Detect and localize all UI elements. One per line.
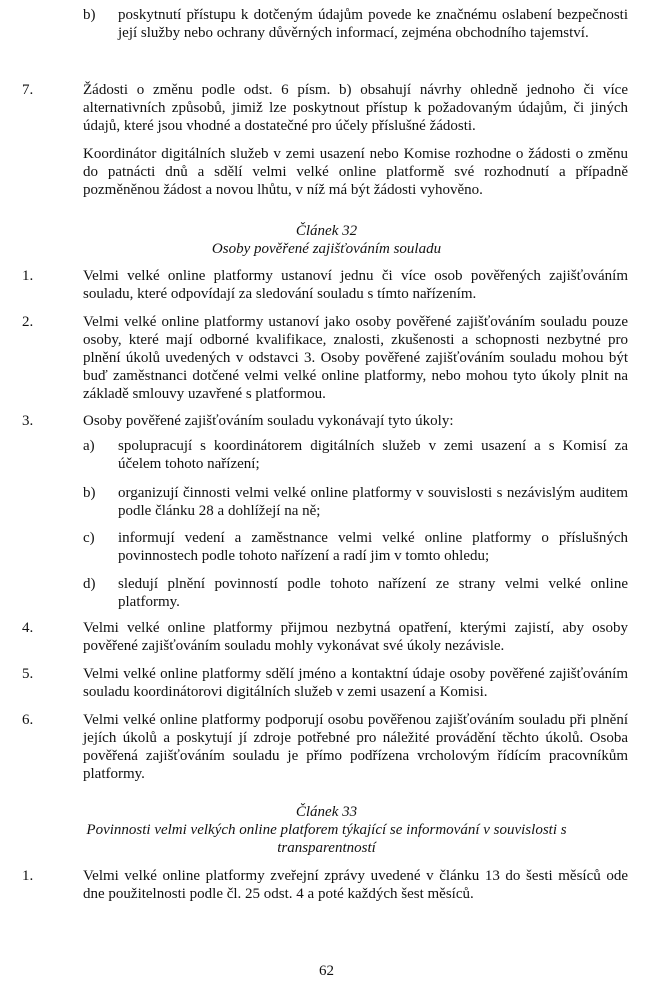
paragraph-text: Velmi velké online platformy podporují osobu pověřenou zajišťováním souladu při plnění jejích úkolů a poskytují jí zdroje potřebné pro náležité provádění těchto úkolů. Osoba pověřená zajišťováním souladu je přímo podřízena vrcholovým řídícím pracovníkům platformy. [83, 712, 628, 782]
numbered-paragraph [22, 619, 628, 655]
paragraph-number: 4. [22, 620, 34, 636]
item-text: organizují činnosti velmi velké online platformy v souvislosti s nezávislým auditem podle článku 28 a dohlížejí na ně; [118, 485, 628, 519]
numbered-paragraph [22, 711, 628, 783]
numbered-paragraph [22, 81, 628, 135]
paragraph-text: Velmi velké online platformy sdělí jméno a kontaktní údaje osoby pověřené zajišťováním souladu koordinátorovi digitálních služeb v zemi usazení a Komisi. [83, 666, 628, 700]
page-number: 62 [319, 963, 334, 979]
paragraph-number: 6. [22, 712, 34, 728]
item-marker: b) [83, 7, 96, 23]
paragraph-number: 1. [22, 268, 34, 284]
paragraph-text: Velmi velké online platformy zveřejní zprávy uvedené v článku 13 do šesti měsíců ode dne použitelnosti podle čl. 25 odst. 4 a poté každých šest měsíců. [83, 868, 628, 902]
paragraph-number: 7. [22, 82, 34, 98]
paragraph-text: Velmi velké online platformy ustanoví jednu či více osob pověřených zajišťováním souladu, které odpovídají za sledování souladu s tímto nařízením. [83, 268, 628, 302]
item-text: informují vedení a zaměstnance velmi velké online platformy o příslušných povinnostech podle tohoto nařízení a radí jim v tomto ohledu; [118, 530, 628, 564]
article-subtitle: Osoby pověřené zajišťováním souladu [211, 241, 442, 257]
item-marker: a) [83, 438, 95, 454]
list-item [83, 575, 628, 611]
list-item [83, 6, 628, 42]
paragraph-continuation [83, 145, 628, 199]
numbered-paragraph [22, 867, 628, 903]
item-text: spolupracují s koordinátorem digitálních služeb v zemi usazení a s Komisí za účelem tohoto nařízení; [118, 438, 628, 472]
numbered-paragraph [22, 665, 628, 701]
article-title: Článek 32 [295, 223, 358, 239]
item-text: poskytnutí přístupu k dotčeným údajům povede ke značnému oslabení bezpečnosti její služby nebo ochrany důvěrných informací, zejména obchodního tajemství. [118, 7, 628, 41]
list-item [83, 529, 628, 565]
article-subtitle: Povinnosti velmi velkých online platforem týkající se informování v souvislosti s transparentností [86, 822, 567, 856]
numbered-paragraph [22, 267, 628, 303]
paragraph-text: Koordinátor digitálních služeb v zemi usazení nebo Komise rozhodne o žádosti o změnu do patnácti dnů a sdělí velmi velké online platformě své rozhodnutí a případně pozměněnou žádost a novou lhůtu, v níž má být žádosti vyhověno. [83, 146, 628, 198]
list-item [83, 484, 628, 520]
paragraph-number: 2. [22, 314, 34, 330]
numbered-paragraph [22, 412, 628, 430]
paragraph-text: Žádosti o změnu podle odst. 6 písm. b) obsahují návrhy ohledně jednoho či více alternativních způsobů, jimiž lze poskytnout přístup k požadovaným údajům, či jiných údajů, které jsou vhodné a dostatečné pro účely příslušné žádosti. [83, 82, 628, 134]
article-title: Článek 33 [295, 804, 358, 820]
numbered-paragraph [22, 313, 628, 403]
item-marker: b) [83, 485, 96, 501]
item-marker: c) [83, 530, 95, 546]
item-marker: d) [83, 576, 96, 592]
paragraph-number: 1. [22, 868, 34, 884]
paragraph-number: 5. [22, 666, 34, 682]
item-text: sledují plnění povinností podle tohoto nařízení ze strany velmi velké online platformy. [118, 576, 628, 610]
paragraph-text: Velmi velké online platformy ustanoví jako osoby pověřené zajišťováním souladu pouze osoby, které mají odborné kvalifikace, znalosti, zkušenosti a schopnosti nezbytné pro plnění úkolů uvedených v odstavci 3. Osoby pověřené zajišťováním souladu mohou být buď zaměstnanci dotčené velmi velké online platformy, nebo mohou tyto úkoly plnit na základě smlouvy uzavřené s platformou. [83, 314, 628, 402]
article-heading [60, 803, 593, 857]
paragraph-text: Velmi velké online platformy přijmou nezbytná opatření, kterými zajistí, aby osoby pověřené zajišťováním souladu mohly vykonávat své úkoly nezávisle. [83, 620, 628, 654]
paragraph-number: 3. [22, 413, 34, 429]
article-heading [20, 222, 633, 258]
paragraph-text: Osoby pověřené zajišťováním souladu vykonávají tyto úkoly: [83, 413, 454, 429]
list-item [83, 437, 628, 473]
